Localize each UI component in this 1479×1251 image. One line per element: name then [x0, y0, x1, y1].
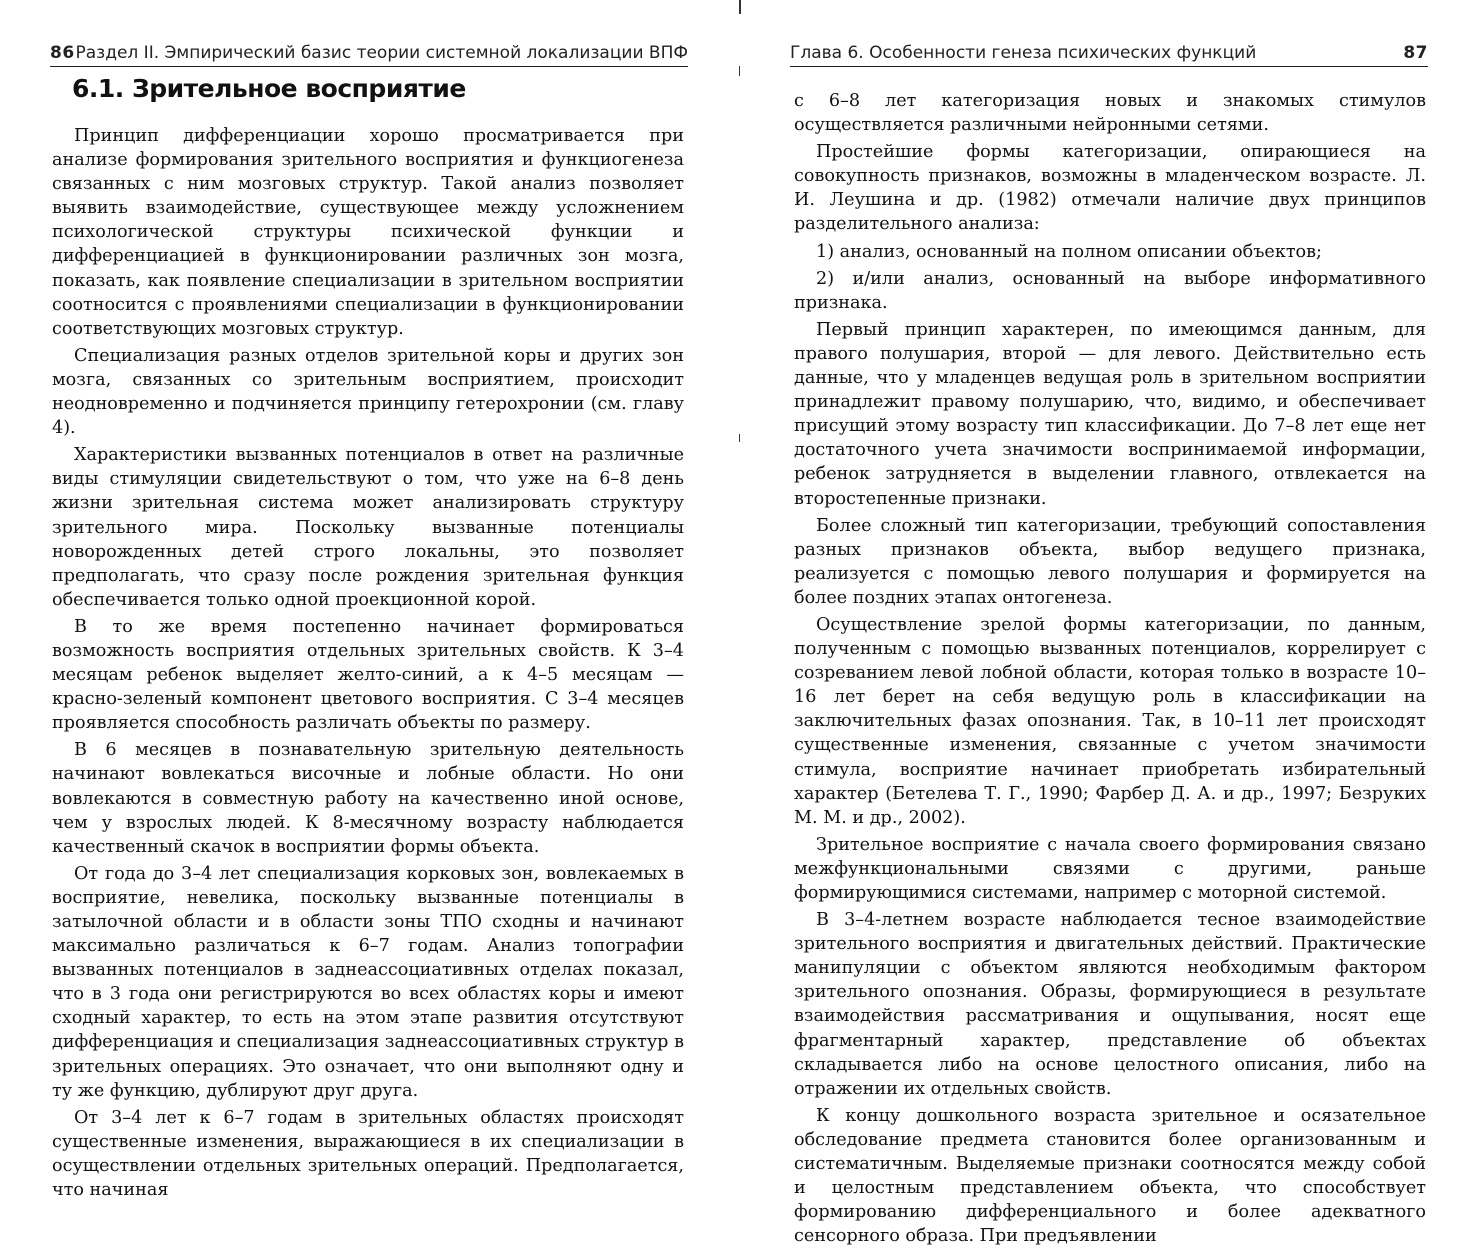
- paragraph: Характеристики вызванных потенциалов в ответ на различные виды стимуляции свидетельствуют о том, что уже на 6–8 день жизни зрительная система может анализировать структуру зрительного мира. Поскольку вызванные потенциалы новорожденных детей строго локальны, это позволяет предполагать, что сразу после рождения зрительная функция обеспечивается только одной проекционной корой.: [52, 445, 684, 610]
- right-body-text: [794, 89, 1426, 1251]
- list-item: 1) анализ, основанный на полном описании объектов;: [816, 241, 1322, 262]
- page-number: 86: [50, 43, 75, 63]
- paragraph: Принцип дифференциации хорошо просматривается при анализе формирования зрительного восприятия и функциогенеза связанных с ним мозговых структур. Такой анализ позволяет выявить взаимодействие, существующее между усложнением психологической структуры психической функции и дифференциацией в функционировании различных зон мозга, показать, как появление специализации в зрительном восприятии соотносится с проявлениями специализации в функционировании соответствующих мозговых структур.: [52, 126, 684, 339]
- left-body-text: [52, 124, 684, 1205]
- paragraph: В 3–4-летнем возрасте наблюдается тесное взаимодействие зрительного восприятия и двигательных действий. Практические манипуляции с объектом являются необходимым фактором зрительного опознания. Образы, формирующиеся в результате взаимодействия рассматривания и ощупывания, носят еще фрагментарный характер, представление об объектах складывается либо на основе целостного описания, либо на отражении их отдельных свойств.: [794, 910, 1426, 1099]
- scan-speck: [739, 0, 741, 14]
- section-heading: 6.1. Зрительное восприятие: [72, 74, 466, 103]
- scan-speck: [739, 66, 740, 76]
- paragraph: Осуществление зрелой формы категоризации, по данным, полученным с помощью вызванных потенциалов, коррелирует с созреванием левой лобной области, которая только в возрасте 10–16 лет берет на себя ведущую роль в классификации на заключительных фазах опознания. Так, в 10–11 лет происходят существенные изменения, связанные с учетом значимости стимула, восприятие начинает приобретать избирательный характер (Бетелева Т. Г., 1990; Фарбер Д. А. и др., 1997; Безруких М. М. и др., 2002).: [794, 614, 1426, 828]
- running-head-title: Глава 6. Особенности генеза психических функций: [790, 43, 1257, 63]
- paragraph: От 3–4 лет к 6–7 годам в зрительных областях происходят существенные изменения, выражающиеся в их специализации в осуществлении отдельных зрительных операций. Предполагается, что начиная: [52, 1107, 684, 1201]
- paragraph: Более сложный тип категоризации, требующий сопоставления разных признаков объекта, выбор ведущего признака, реализуется с помощью левого полушария и формируется на более поздних этапах онтогенеза.: [794, 515, 1426, 608]
- paragraph: В 6 месяцев в познавательную зрительную деятельность начинают вовлекаться височные и лобные области. Но они вовлекаются в совместную работу на качественно иной основе, чем у взрослых людей. К 8-месячному возрасту наблюдается качественный скачок в восприятии формы объекта.: [52, 740, 684, 857]
- paragraph: Зрительное восприятие с начала своего формирования связано межфункциональными связями с другими, раньше формирующимися системами, например с моторной системой.: [794, 834, 1426, 903]
- right-page: [744, 0, 1479, 1247]
- paragraph: с 6–8 лет категоризация новых и знакомых стимулов осуществляется различными нейронными сетями.: [794, 91, 1426, 136]
- paragraph: К концу дошкольного возраста зрительное и осязательное обследование предмета становится более организованным и систематичным. Выделяемые признаки соотносятся между собой и целостным представлением объекта, что способствует формированию дифференциального и более адекватного сенсорного образа. При предъявлении: [794, 1105, 1426, 1247]
- left-page: [0, 0, 738, 1201]
- list-item: 2) и/или анализ, основанный на выборе информативного признака.: [794, 268, 1426, 313]
- paragraph: В то же время постепенно начинает формироваться возможность восприятия отдельных зрительных свойств. К 3–4 месяцам ребенок выделяет желто-синий, а к 4–5 месяцам — красно-зеленый компонент цветового восприятия. С 3–4 месяцев проявляется способность различать объекты по размеру.: [52, 616, 684, 734]
- running-head-left: [50, 40, 688, 67]
- paragraph: Первый принцип характерен, по имеющимся данным, для правого полушария, второй — для левого. Действительно есть данные, что у младенцев ведущая роль в зрительном восприятии принадлежит правому полушарию, что, видимо, и обеспечивает присущий этому возрасту тип классификации. До 7–8 лет еще нет достаточного учета значимости воспринимаемой информации, ребенок затрудняется в выделении главного, отвлекается на второстепенные признаки.: [794, 319, 1426, 509]
- paragraph: От года до 3–4 лет специализация корковых зон, вовлекаемых в восприятие, невелика, поскольку вызванные потенциалы в затылочной области и в области зоны ТПО сходны и начинают максимально различаться к 6–7 годам. Анализ топографии вызванных потенциалов в заднеассоциативных отделах показал, что в 3 года они регистрируются во всех областях коры и имеют сходный характер, то есть на этом этапе развития отсутствуют дифференциация и специализация заднеассоциативных структур в зрительных операциях. Это означает, что они выполняют одну и ту же функцию, дублируют друг друга.: [52, 863, 684, 1101]
- paragraph: Простейшие формы категоризации, опирающиеся на совокупность признаков, возможны в младенческом возрасте. Л. И. Леушина и др. (1982) отмечали наличие двух принципов разделительного анализа:: [794, 142, 1426, 235]
- running-head-title: Раздел II. Эмпирический базис теории системной локализации ВПФ: [75, 43, 688, 63]
- running-head-right: [790, 40, 1428, 67]
- scan-speck: [739, 434, 740, 442]
- page-number: 87: [1403, 43, 1428, 63]
- paragraph: Специализация разных отделов зрительной коры и других зон мозга, связанных со зрительным восприятием, происходит неодновременно и подчиняется принципу гетерохронии (см. главу 4).: [52, 345, 684, 439]
